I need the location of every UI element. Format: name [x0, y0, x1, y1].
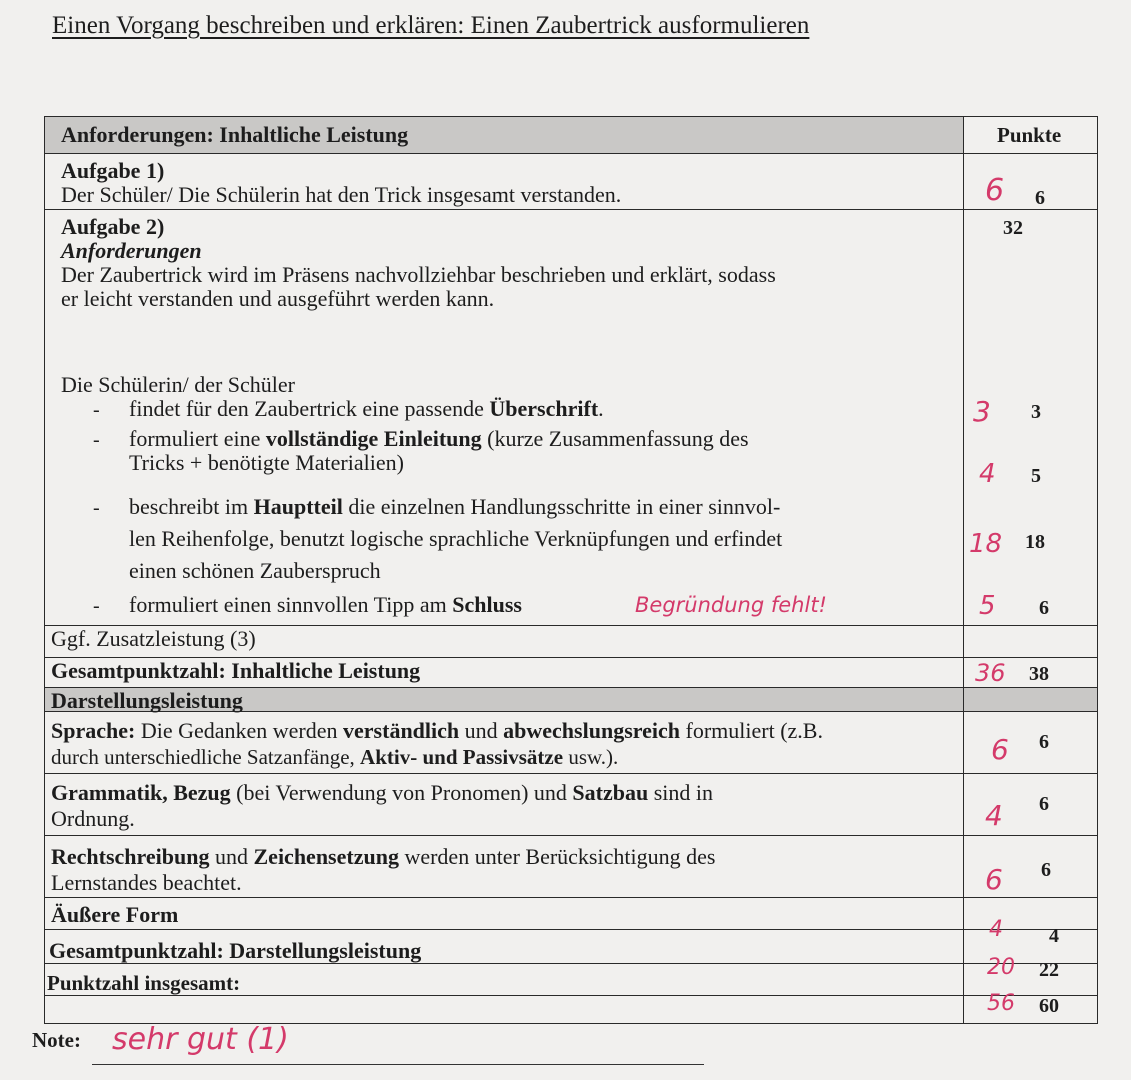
criterion-introduction — [129, 427, 749, 451]
bullet-dash: - — [93, 595, 100, 617]
bullet-dash: - — [93, 399, 100, 421]
language-line2-bold: Aktiv- und Passivsätze — [360, 745, 564, 769]
language-label: Sprache: — [51, 718, 136, 743]
teacher-comment: Begründung fehlt! — [635, 593, 827, 617]
rule-form — [45, 929, 1097, 930]
task1-text: Der Schüler/ Die Schülerin hat den Trick insgesamt verstanden. — [61, 182, 622, 207]
grading-table — [44, 116, 1098, 1024]
rule-header — [45, 153, 1097, 154]
criterion-main-part-rest: die einzelnen Handlungsschritte in einer sinnvol- — [342, 494, 781, 519]
rule-rechtschreibung — [45, 897, 1097, 898]
criterion-introduction-line2: Tricks + benötigte Materialien) — [129, 450, 404, 475]
criterion-introduction-text: formuliert eine — [129, 426, 266, 451]
language-text-end: formuliert (z.B. — [680, 718, 823, 743]
task1-max: 6 — [1035, 187, 1045, 209]
spelling-label: Rechtschreibung — [51, 844, 210, 869]
spelling-text-end: werden unter Berücksichtigung des — [398, 844, 716, 869]
language-criterion — [51, 719, 823, 743]
bullet-dash: - — [93, 497, 100, 519]
spelling-text: und — [209, 844, 254, 869]
presentation-total-label: Gesamtpunktzahl: Darstellungsleistung — [49, 938, 422, 963]
conclusion-awarded: 5 — [979, 591, 996, 621]
grammar-max: 6 — [1039, 793, 1049, 815]
language-line2-end: usw.). — [563, 745, 619, 769]
content-total-label: Gesamtpunktzahl: Inhaltliche Leistung — [51, 658, 421, 683]
conclusion-max: 6 — [1039, 597, 1049, 619]
grade-label: Note: — [32, 1028, 81, 1052]
main-part-awarded: 18 — [969, 529, 1003, 559]
grade-underline — [92, 1064, 704, 1065]
presentation-total-awarded: 20 — [987, 955, 1015, 980]
heading-awarded: 3 — [973, 395, 991, 428]
presentation-total-max: 22 — [1039, 959, 1059, 981]
spelling-awarded: 6 — [985, 863, 1003, 896]
header-points: Punkte — [997, 123, 1062, 147]
presentation-heading: Darstellungsleistung — [51, 688, 243, 713]
language-bold-understandable: verständlich — [343, 718, 460, 743]
rule-pres-total — [45, 963, 1097, 964]
criterion-conclusion-text: formuliert einen sinnvollen Tipp am — [129, 592, 453, 617]
grammar-criterion-line2: Ordnung. — [51, 806, 135, 831]
task1-label: Aufgabe 1) — [61, 158, 165, 183]
criterion-main-part-text: beschreibt im — [129, 494, 254, 519]
task2-label: Aufgabe 2) — [61, 214, 165, 239]
criterion-main-part-bold: Hauptteil — [253, 494, 343, 519]
rule-sprache — [45, 773, 1097, 774]
rule-grammatik — [45, 835, 1097, 836]
criterion-heading-bold: Überschrift — [489, 396, 599, 421]
grammar-text-end: sind in — [648, 780, 714, 805]
rule-grand-total — [45, 995, 1097, 996]
criterion-main-part — [129, 495, 780, 519]
task1-awarded: 6 — [985, 173, 1005, 208]
criterion-conclusion-bold: Schluss — [452, 592, 522, 617]
grade-value: sehr gut (1) — [112, 1022, 289, 1057]
content-total-awarded: 36 — [975, 659, 1006, 687]
introduction-awarded: 4 — [979, 459, 996, 489]
column-divider — [963, 117, 964, 1023]
language-text-and: und — [459, 718, 504, 743]
introduction-max: 5 — [1031, 465, 1041, 487]
grand-total-label: Punktzahl insgesamt: — [47, 971, 241, 995]
grammar-text: (bei Verwendung von Pronomen) und — [230, 780, 573, 805]
task2-description-line1: Der Zaubertrick wird im Präsens nachvollziehbar beschrieben und erklärt, sodass — [61, 262, 776, 287]
bullet-dash: - — [93, 429, 100, 451]
language-criterion-line2 — [51, 745, 618, 769]
document-title: Einen Vorgang beschreiben und erklären: Einen Zaubertrick ausformulieren — [52, 12, 810, 39]
task2-subheading: Anforderungen — [61, 238, 202, 263]
header-requirements: Anforderungen: Inhaltliche Leistung — [61, 122, 409, 147]
criterion-conclusion — [129, 593, 522, 617]
language-line2-text: durch unterschiedliche Satzanfänge, — [51, 745, 361, 769]
spelling-criterion-line2: Lernstandes beachtet. — [51, 870, 242, 895]
grammar-label: Grammatik, Bezug — [51, 780, 231, 805]
criterion-introduction-rest: (kurze Zusammenfassung des — [481, 426, 749, 451]
language-awarded: 6 — [991, 733, 1009, 766]
content-total-max: 38 — [1029, 663, 1049, 685]
criterion-introduction-bold: vollständige Einleitung — [265, 426, 482, 451]
task2-intro: Die Schülerin/ der Schüler — [61, 372, 295, 397]
spelling-bold-punctuation: Zeichensetzung — [253, 844, 399, 869]
language-max: 6 — [1039, 731, 1049, 753]
bonus-label: Ggf. Zusatzleistung (3) — [51, 626, 256, 651]
main-part-max: 18 — [1025, 531, 1045, 553]
form-label: Äußere Form — [51, 902, 179, 927]
spelling-max: 6 — [1041, 859, 1051, 881]
grammar-bold-syntax: Satzbau — [572, 780, 649, 805]
grand-total-max: 60 — [1039, 995, 1059, 1017]
grammar-criterion — [51, 781, 713, 805]
grand-total-awarded: 56 — [987, 991, 1015, 1016]
task2-total: 32 — [1003, 217, 1023, 239]
grammar-awarded: 4 — [985, 799, 1003, 832]
form-max: 4 — [1049, 925, 1059, 947]
language-bold-varied: abwechslungsreich — [503, 718, 680, 743]
rule-task1 — [45, 209, 1097, 210]
language-text: Die Gedanken werden — [135, 718, 344, 743]
task2-description-line2: er leicht verstanden und ausgeführt werden kann. — [61, 286, 495, 311]
criterion-heading-text: findet für den Zaubertrick eine passende — [129, 396, 490, 421]
form-awarded: 4 — [989, 917, 1003, 942]
spelling-criterion — [51, 845, 715, 869]
criterion-heading — [129, 397, 604, 421]
criterion-heading-end: . — [598, 396, 604, 421]
criterion-main-part-line2: len Reihenfolge, benutzt logische sprachliche Verknüpfungen und erfindet — [129, 526, 783, 551]
criterion-main-part-line3: einen schönen Zauberspruch — [129, 558, 381, 583]
heading-max: 3 — [1031, 401, 1041, 423]
